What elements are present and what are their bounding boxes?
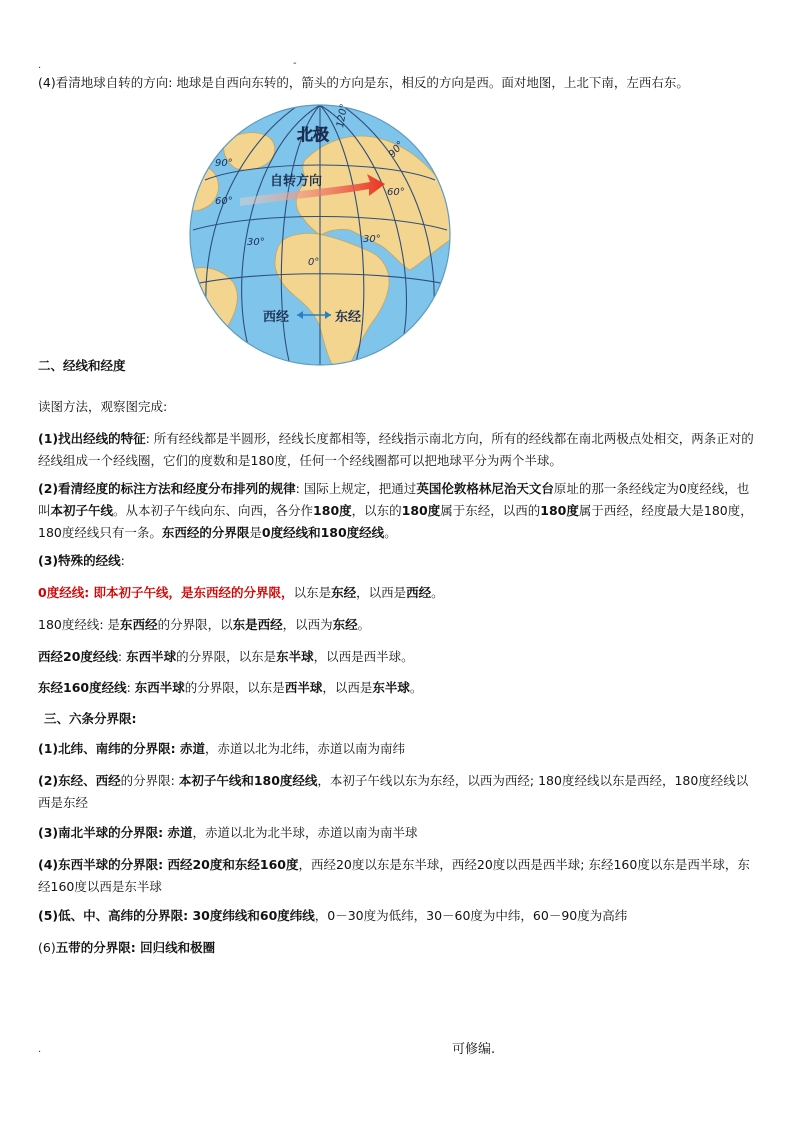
i1-bold: (1)北纬、南纬的分界限: 赤道 bbox=[38, 741, 205, 756]
section3-item-4 bbox=[38, 854, 758, 898]
section2-paragraph-1 bbox=[38, 428, 758, 472]
footer-dot: . bbox=[38, 1044, 42, 1055]
line-e160-a: : bbox=[126, 680, 135, 695]
section3-item-5 bbox=[38, 905, 760, 927]
line-e160-bold: 东经160度经线 bbox=[38, 680, 127, 695]
i4-bold: (4)东西半球的分界限: 西经20度和东经160度 bbox=[38, 857, 299, 872]
section2-paragraph-3 bbox=[38, 550, 760, 572]
section2-title: 二、经线和经度 bbox=[38, 358, 126, 373]
line-west-20 bbox=[38, 646, 760, 668]
p3-colon: : bbox=[120, 553, 125, 568]
p2-text-f: 属于西经，经度最大是180度，180度经线只有一条。 bbox=[38, 503, 753, 540]
p2-bold-f: 东西经的分界限 bbox=[161, 525, 250, 540]
label-60-east: 60° bbox=[387, 187, 405, 198]
p2-bold-g: 0度经线和180度经线 bbox=[261, 525, 385, 540]
line-w20-bold-c: 东半球 bbox=[276, 649, 314, 664]
p2-text-a: : 国际上规定，把通过 bbox=[295, 481, 417, 496]
i3-bold: (3)南北半球的分界限: 赤道 bbox=[38, 825, 193, 840]
section3-title: 三、六条分界限: bbox=[44, 711, 137, 726]
p2-bold-b: 本初子午线 bbox=[50, 503, 114, 518]
i3-text: ，赤道以北为北半球，赤道以南为南半球 bbox=[192, 825, 418, 840]
p2-text-g: 是 bbox=[249, 525, 262, 540]
line-180-bold-a: 东西经 bbox=[120, 617, 158, 632]
line-180-degree bbox=[38, 614, 760, 636]
line-w20-a: : bbox=[117, 649, 127, 664]
line-w20-c: ，以西是西半球。 bbox=[313, 649, 414, 664]
line-east-160 bbox=[38, 677, 760, 699]
label-30-east: 30° bbox=[363, 234, 381, 245]
i4-text: ，西经20度以东是东半球，西经20度以西是西半球; 东经160度以东是西半球，东经160度以西是东半球 bbox=[38, 857, 750, 894]
line-0-c: 。 bbox=[431, 585, 444, 600]
line-0-degree bbox=[38, 582, 760, 604]
i6-bold: 五带的分界限: 回归线和极圈 bbox=[55, 940, 216, 955]
p2-bold-a: 英国伦敦格林尼治天文台 bbox=[416, 481, 554, 496]
east-longitude-label: 东经 bbox=[335, 310, 362, 325]
line-180-c: ，以西为 bbox=[282, 617, 333, 632]
header-dot: . bbox=[38, 60, 42, 71]
i1-text: ，赤道以北为北纬，赤道以南为南纬 bbox=[204, 741, 405, 756]
line-e160-bold-b: 东西半球 bbox=[134, 680, 185, 695]
p1-text: : 所有经线都是半圆形，经线长度都相等，经线指示南北方向，所有的经线都在南北两极点处相交，两条正对的经线组成一个经线圈，它们的度数和是180度，任何一个经线圈都可以把地球平分为两个半球。 bbox=[38, 431, 754, 468]
i5-text: ，0－30度为低纬，30－60度为中纬，60－90度为高纬 bbox=[314, 908, 628, 923]
section2-paragraph-2 bbox=[38, 478, 758, 544]
line-180-a: 180度经线: 是 bbox=[38, 617, 121, 632]
p2-bold-c: 180度 bbox=[313, 503, 352, 518]
line-w20-b: 的分界限，以东是 bbox=[176, 649, 277, 664]
line-0-b: ，以西是 bbox=[356, 585, 407, 600]
p2-text-b: 原址的那一条经线定为0度经线，也叫 bbox=[38, 481, 750, 518]
line-e160-bold-d: 东半球 bbox=[372, 680, 410, 695]
p2-label: (2)看清经度的标注方法和经度分布排列的规律 bbox=[38, 481, 296, 496]
label-120: 120° bbox=[335, 102, 351, 129]
i2-bold-b: 本初子午线和180度经线 bbox=[178, 773, 318, 788]
p2-text-e: 属于东经，以西的 bbox=[440, 503, 541, 518]
south-america-land bbox=[190, 268, 237, 362]
line-0-a: 以东是 bbox=[293, 585, 332, 600]
intro-paragraph-4 bbox=[38, 72, 760, 94]
line-180-bold-b: 东是西经 bbox=[232, 617, 283, 632]
line-e160-d: 。 bbox=[409, 680, 423, 695]
label-30-west: 30° bbox=[247, 237, 265, 248]
line-w20-bold-b: 东西半球 bbox=[126, 649, 177, 664]
line-180-b: 的分界限，以 bbox=[157, 617, 233, 632]
label-90-east: 90° bbox=[386, 139, 407, 160]
p2-text-h: 。 bbox=[384, 525, 397, 540]
line-e160-c: ，以西是 bbox=[322, 680, 373, 695]
header-dash: - bbox=[293, 58, 297, 69]
footer-text: 可修编. bbox=[452, 1042, 496, 1057]
west-longitude-label: 西经 bbox=[263, 310, 290, 325]
i2-text-a: 的分界限: bbox=[120, 773, 179, 788]
p2-text-c: 。从本初子午线向东、向西，各分作 bbox=[113, 503, 314, 518]
north-pole-label: 北极 bbox=[297, 125, 330, 144]
intro-text: (4)看清地球自转的方向: 地球是自西向东转的，箭头的方向是东，相反的方向是西。面对地图，上北下南，左西右东。 bbox=[38, 75, 689, 90]
label-90-west: 90° bbox=[215, 158, 233, 169]
line-0-bold-b: 西经 bbox=[406, 585, 432, 600]
globe-figure bbox=[185, 100, 455, 370]
rotation-label: 自转方向 bbox=[270, 174, 323, 189]
line-180-d: 。 bbox=[357, 617, 371, 632]
line-0-red: 0度经线: 即本初子午线，是东西经的分界限， bbox=[38, 585, 294, 600]
section3-item-2 bbox=[38, 770, 758, 814]
p2-text-d: ，以东的 bbox=[351, 503, 402, 518]
label-0: 0° bbox=[308, 257, 320, 268]
p3-label: (3)特殊的经线 bbox=[38, 553, 121, 568]
p2-bold-e: 180度 bbox=[540, 503, 579, 518]
p2-bold-d: 180度 bbox=[401, 503, 441, 518]
i2-text-b: ，本初子午线以东为东经，以西为西经; 180度经线以东是西经，180度经线以西是东经 bbox=[38, 773, 749, 810]
section3-item-3 bbox=[38, 822, 760, 844]
label-60-west: 60° bbox=[215, 196, 233, 207]
section3-item-1 bbox=[38, 738, 760, 760]
section3-item-6 bbox=[38, 937, 760, 959]
i5-bold: (5)低、中、高纬的分界限: 30度纬线和60度纬线 bbox=[38, 908, 315, 923]
section2-instruction: 读图方法，观察图完成: bbox=[38, 399, 168, 414]
line-180-bold-c: 东经 bbox=[332, 617, 358, 632]
line-e160-bold-c: 西半球 bbox=[284, 680, 323, 695]
p1-label: (1)找出经线的特征 bbox=[38, 431, 146, 446]
i2-bold: (2)东经、西经 bbox=[38, 773, 121, 788]
line-e160-b: 的分界限，以东是 bbox=[184, 680, 285, 695]
line-0-bold-a: 东经 bbox=[331, 585, 357, 600]
i6-label: (6) bbox=[38, 940, 56, 955]
line-w20-bold: 西经20度经线 bbox=[38, 649, 118, 664]
